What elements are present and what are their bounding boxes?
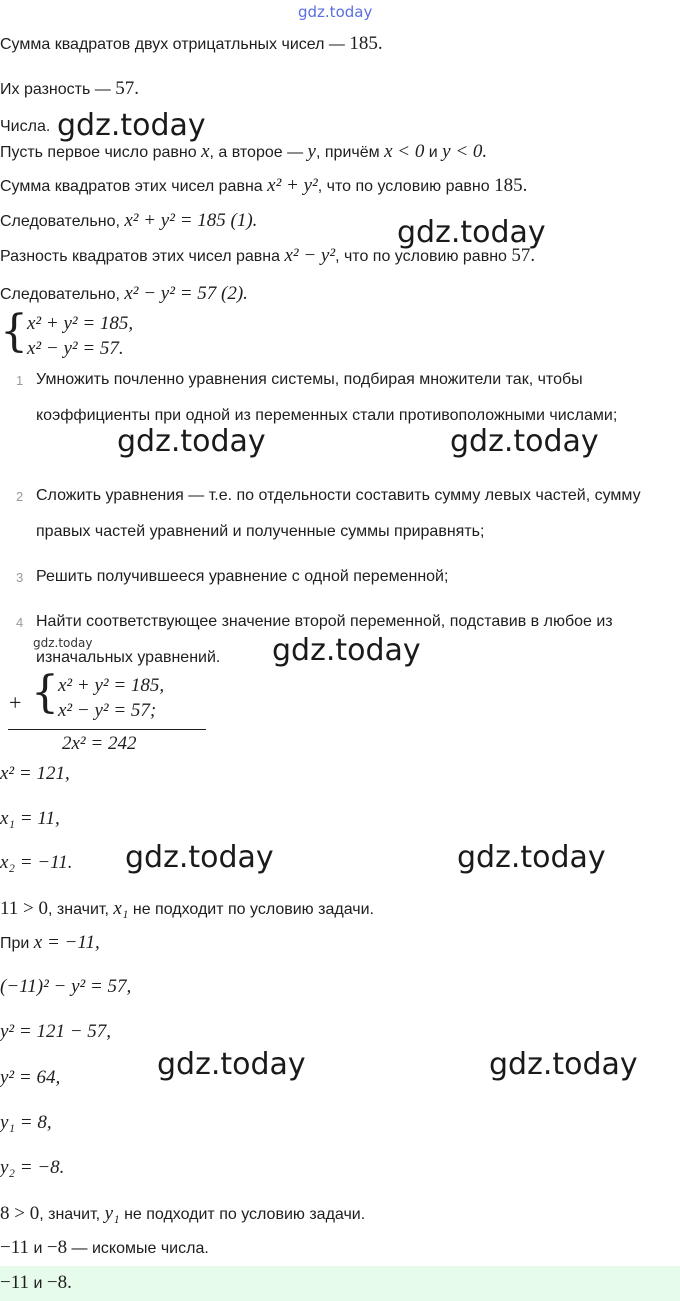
text: — искомые числа. bbox=[71, 1240, 209, 1257]
math: x² − y² bbox=[284, 245, 336, 266]
addition-row-1: x² + y² = 185, bbox=[58, 675, 165, 696]
math: −8. bbox=[46, 1272, 72, 1293]
x-line: x₂ = −11. bbox=[0, 852, 73, 873]
watermark: gdz.today bbox=[397, 215, 546, 250]
math: −11 bbox=[0, 1237, 30, 1258]
math: 11 > 0 bbox=[0, 898, 49, 919]
watermark: gdz.today bbox=[57, 108, 206, 143]
math: −11 bbox=[0, 1272, 30, 1293]
problem-line-1 bbox=[0, 33, 383, 55]
problem-text: Сумма квадратов двух отрицатльных чисел — bbox=[0, 36, 345, 53]
math: x = −11, bbox=[33, 932, 100, 953]
step-text: Умножить почленно уравнения системы, подбирая множители так, чтобы коэффициенты при одной из переменных стали противоположными числами; bbox=[36, 371, 618, 424]
math: x₁ bbox=[113, 898, 129, 919]
math: 57. bbox=[511, 245, 536, 266]
equation-1-line bbox=[0, 210, 257, 232]
text: не подходит по условию задачи. bbox=[132, 901, 374, 918]
answer-box bbox=[0, 1266, 680, 1301]
x-line: x² = 121, bbox=[0, 763, 70, 784]
math: x bbox=[201, 141, 210, 162]
text: Следовательно, bbox=[0, 286, 120, 303]
y-check-line bbox=[0, 1203, 365, 1225]
y-line: y² = 64, bbox=[0, 1067, 61, 1088]
let-line bbox=[0, 141, 487, 163]
watermark: gdz.today bbox=[157, 1047, 306, 1082]
watermark-top: gdz.today bbox=[298, 3, 373, 21]
watermark: gdz.today bbox=[489, 1047, 638, 1082]
text: , а второе — bbox=[209, 144, 304, 161]
step-text: Найти соответствующее значение второй переменной, подставив в любое из изначальных уравнений. bbox=[36, 613, 613, 666]
text: и bbox=[33, 1275, 43, 1292]
system-brace: { bbox=[31, 667, 59, 718]
math: y bbox=[307, 141, 316, 162]
text: , что по условию равно bbox=[317, 178, 490, 195]
answer-line bbox=[0, 1272, 72, 1294]
text: , что по условию равно bbox=[335, 248, 507, 265]
y-line: y² = 121 − 57, bbox=[0, 1021, 112, 1042]
text: , причём bbox=[315, 144, 380, 161]
math: 185. bbox=[494, 175, 528, 196]
text: При bbox=[0, 935, 30, 952]
conclusion-line bbox=[0, 1237, 209, 1259]
step-number: 1 bbox=[16, 373, 24, 388]
problem-text: Их разность — bbox=[0, 81, 111, 98]
difference-line bbox=[0, 245, 535, 267]
watermark-small: gdz.today bbox=[33, 636, 93, 650]
step-number: 4 bbox=[16, 615, 24, 630]
watermark: gdz.today bbox=[117, 424, 266, 459]
text: Следовательно, bbox=[0, 213, 120, 230]
problem-number: 185. bbox=[349, 33, 383, 54]
addition-row-2: x² − y² = 57; bbox=[58, 700, 157, 721]
math: −8 bbox=[46, 1237, 68, 1258]
when-line bbox=[0, 932, 100, 954]
step-text: Сложить уравнения — т.е. по отдельности составить сумму левых частей, сумму правых частей уравнений и полученные суммы приравнять; bbox=[36, 487, 641, 540]
watermark: gdz.today bbox=[457, 840, 606, 875]
text: , значит, bbox=[48, 901, 109, 918]
addition-result: 2x² = 242 bbox=[62, 733, 137, 754]
math: x² + y² = 185 (1). bbox=[124, 210, 258, 231]
step-text: Решить получившееся уравнение с одной переменной; bbox=[36, 568, 449, 585]
y-line: y₂ = −8. bbox=[0, 1157, 65, 1178]
math: y₁ bbox=[104, 1203, 120, 1224]
y-line: (−11)² − y² = 57, bbox=[0, 976, 132, 997]
problem-line-2 bbox=[0, 78, 139, 100]
text: Сумма квадратов этих чисел равна bbox=[0, 178, 263, 195]
text: и bbox=[33, 1240, 43, 1257]
step-number: 3 bbox=[16, 570, 24, 585]
math: y < 0. bbox=[442, 141, 488, 162]
math: x² − y² = 57 (2). bbox=[124, 283, 248, 304]
problem-line-3: Числа. bbox=[0, 118, 51, 135]
text: и bbox=[428, 144, 438, 161]
math: 8 > 0 bbox=[0, 1203, 40, 1224]
text: Пусть первое число равно bbox=[0, 144, 197, 161]
watermark: gdz.today bbox=[125, 840, 274, 875]
text: Разность квадратов этих чисел равна bbox=[0, 248, 281, 265]
x-check-line bbox=[0, 898, 374, 920]
system-row-2: x² − y² = 57. bbox=[27, 338, 124, 359]
step-number: 2 bbox=[16, 489, 24, 504]
math: x < 0 bbox=[384, 141, 425, 162]
plus-sign: + bbox=[9, 690, 22, 715]
problem-number: 57. bbox=[115, 78, 139, 99]
equation-2-line bbox=[0, 283, 248, 305]
sum-divider bbox=[8, 729, 206, 730]
watermark: gdz.today bbox=[450, 424, 599, 459]
system-brace: { bbox=[0, 306, 28, 357]
y-line: y₁ = 8, bbox=[0, 1112, 52, 1133]
system-row-1: x² + y² = 185, bbox=[27, 313, 134, 334]
text: не подходит по условию задачи. bbox=[124, 1206, 366, 1223]
text: , значит, bbox=[39, 1206, 101, 1223]
watermark: gdz.today bbox=[272, 633, 421, 668]
x-line: x₁ = 11, bbox=[0, 808, 60, 829]
math: x² + y² bbox=[267, 175, 318, 196]
sum-line bbox=[0, 175, 527, 197]
